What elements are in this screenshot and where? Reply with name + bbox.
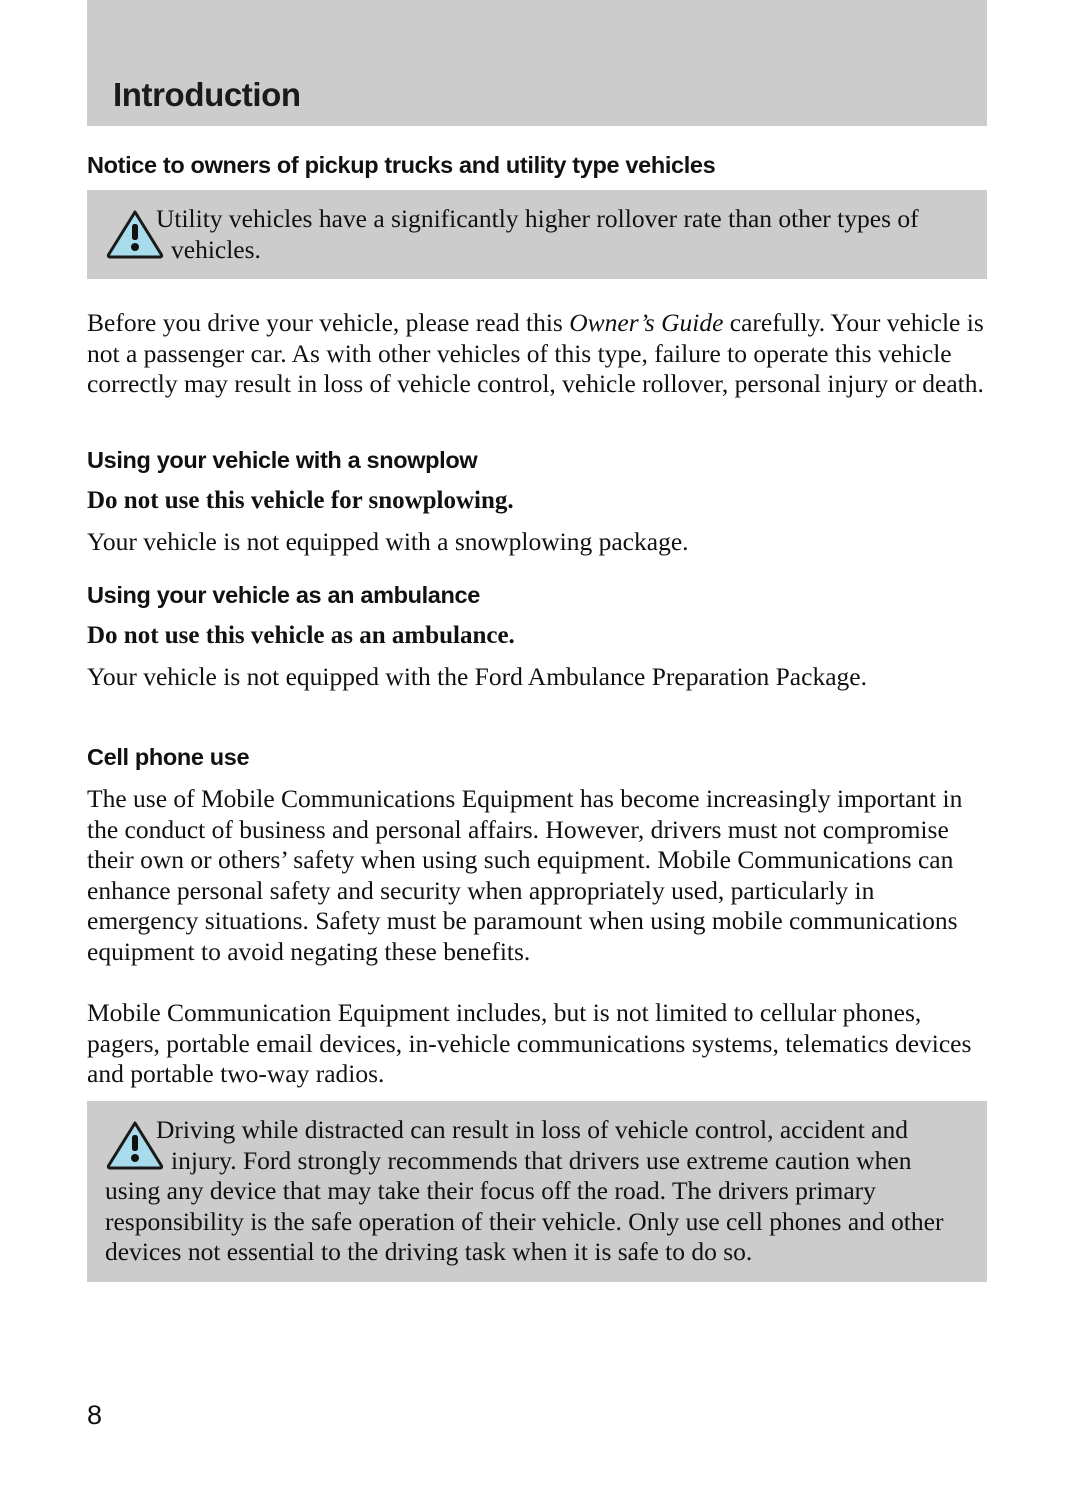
ambulance-bold-statement: Do not use this vehicle as an ambulance. (87, 622, 515, 649)
cell-phone-paragraph-1: The use of Mobile Communications Equipment has become increasingly important in the conduct of business and personal affairs. However, drivers must not compromise their own or others’ safety when using such equipment. Mobile Communications can enhance personal safety and security when appropriately used, particularly in emergency situations. Safety must be paramount when using mobile communications equipment to avoid negating these benefits. (87, 784, 963, 966)
snowplow-body-text: Your vehicle is not equipped with a snowplowing package. (87, 527, 689, 556)
owners-guide-italic: Owner’s Guide (569, 308, 724, 337)
page-number: 8 (87, 1400, 103, 1430)
section-heading-cell-phone: Cell phone use (87, 744, 250, 770)
warning-text-rollover: Utility vehicles have a significantly higher rollover rate than other types of vehicles. (155, 204, 919, 264)
section-heading-notice: Notice to owners of pickup trucks and utility type vehicles (87, 152, 716, 178)
paragraph-lead: Before you drive your vehicle, please read this (87, 308, 570, 337)
chapter-title: Introduction (113, 76, 301, 113)
section-heading-snowplow: Using your vehicle with a snowplow (87, 447, 478, 473)
snowplow-bold-statement: Do not use this vehicle for snowplowing. (87, 487, 514, 514)
warning-box-rollover (87, 190, 987, 279)
paragraph-before-you-drive (87, 308, 987, 400)
warning-text-distracted-driving: Driving while distracted can result in loss of vehicle control, accident and injury. Ford strongly recommends that drivers use extreme caution when using any device that may take their focus off the road. The drivers primary responsibility is the safe operation of their vehicle. Only use cell phones and other devices not essential to the driving task when it is safe to do so. (105, 1115, 944, 1266)
paragraph-tail: carefully. Your vehicle is not a passenger car. As with other vehicles of this type, failure to operate this vehicle correctly may result in loss of vehicle control, vehicle rollover, personal injury or death. (87, 308, 984, 398)
cell-phone-paragraph-2: Mobile Communication Equipment includes, but is not limited to cellular phones, pagers, portable email devices, in-vehicle communications systems, telematics devices and portable two-way radios. (87, 998, 972, 1088)
warning-box-distracted-driving (87, 1101, 987, 1282)
ambulance-body-text: Your vehicle is not equipped with the Ford Ambulance Preparation Package. (87, 662, 867, 691)
chapter-header-band (87, 0, 987, 126)
section-heading-ambulance: Using your vehicle as an ambulance (87, 582, 480, 608)
